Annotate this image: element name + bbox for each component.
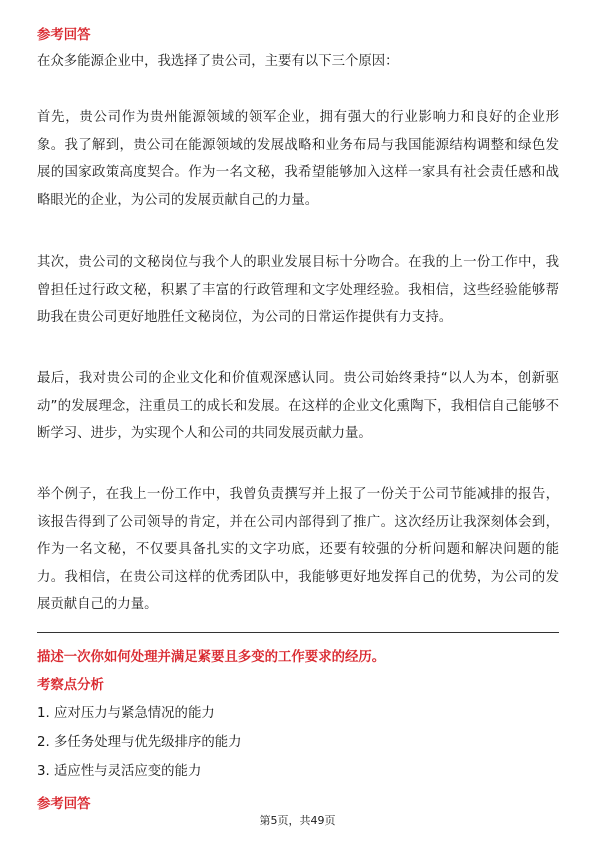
page-number-footer: 第5页，共49页: [259, 814, 336, 827]
divider-line: [37, 632, 559, 633]
intro-paragraph: 在众多能源企业中，我选择了贵公司，主要有以下三个原因：: [37, 54, 399, 69]
paragraph-first-reason: 首先，贵公司作为贵州能源领域的领军企业，拥有强大的行业影响力和良好的企业形象。我了解到，贵公司在能源领域的发展战略和业务布局与我国能源结构调整和绿色发展的国家政策高度契合。作为一名文秘，我希望能够加入这样一家具有社会责任感和战略眼光的企业，为公司的发展贡献自己的力量。: [37, 110, 559, 208]
paragraph-third-reason: 最后，我对贵公司的企业文化和价值观深感认同。贵公司始终秉持“以人为本，创新驱动”的发展理念，注重员工的成长和发展。在这样的企业文化熏陶下，我相信自己能够不断学习、进步，为实现个人和公司的共同发展贡献力量。: [37, 371, 559, 442]
question-heading: 描述一次你如何处理并满足紧要且多变的工作要求的经历。: [37, 650, 386, 665]
analysis-point: 3. 适应性与灵活应变的能力: [37, 764, 202, 779]
answer-heading: 参考回答: [37, 797, 91, 812]
paragraph-second-reason: 其次，贵公司的文秘岗位与我个人的职业发展目标十分吻合。在我的上一份工作中，我曾担任过行政文秘，积累了丰富的行政管理和文字处理经验。我相信，这些经验能够帮助我在贵公司更好地胜任文秘岗位，为公司的日常运作提供有力支持。: [37, 255, 559, 326]
analysis-point: 1. 应对压力与紧急情况的能力: [37, 706, 215, 721]
analysis-heading: 考察点分析: [37, 678, 104, 693]
section-heading-reference-answer: 参考回答: [37, 28, 91, 43]
paragraph-example: 举个例子，在我上一份工作中，我曾负责撰写并上报了一份关于公司节能减排的报告，该报告得到了公司领导的肯定，并在公司内部得到了推广。这次经历让我深刻体会到，作为一名文秘，不仅要具备扎实的文字功底，还要有较强的分析问题和解决问题的能力。我相信，在贵公司这样的优秀团队中，我能够更好地发挥自己的优势，为公司的发展贡献自己的力量。: [37, 487, 559, 613]
analysis-point: 2. 多任务处理与优先级排序的能力: [37, 735, 242, 750]
